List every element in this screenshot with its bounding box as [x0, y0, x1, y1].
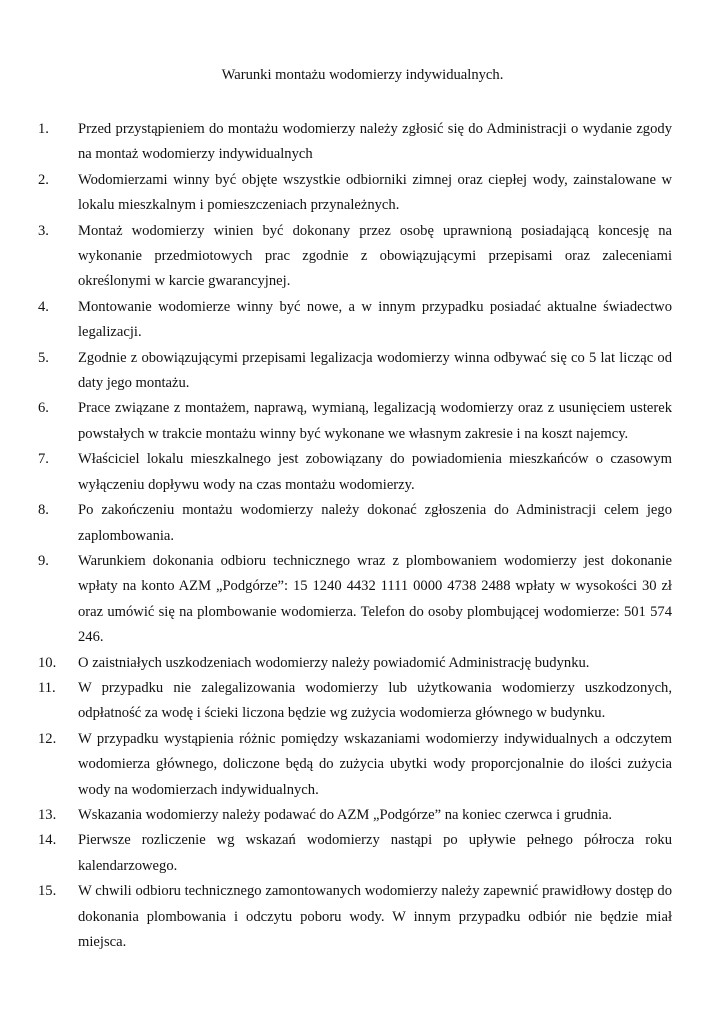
list-item	[0, 498, 725, 549]
item-text: Montowanie wodomierze winny być nowe, a w innym przypadku posiadać aktualne świadectwo legalizacji.	[78, 298, 672, 341]
item-number: 3.	[38, 222, 49, 239]
item-text: Montaż wodomierzy winien być dokonany przez osobę uprawnioną posiadającą koncesję na wykonanie przedmiotowych prac zgodnie z obowiązującymi przepisami oraz zaleceniami określonymi w karcie gwarancyjnej.	[78, 222, 672, 290]
item-text: Wskazania wodomierzy należy podawać do AZM „Podgórze” na koniec czerwca i grudnia.	[78, 806, 613, 823]
item-number: 14.	[38, 832, 57, 849]
item-text: W przypadku nie zalegalizowania wodomierzy lub użytkowania wodomierzy uszkodzonych, odpłatność za wodę i ścieki liczona będzie wg zużycia wodomierza głównego w budynku.	[78, 679, 672, 722]
list-item	[0, 879, 725, 955]
item-number: 7.	[38, 451, 49, 468]
item-text: Warunkiem dokonania odbioru technicznego wraz z plombowaniem wodomierzy jest dokonanie wpłaty na konto AZM „Podgórze”: 15 1240 4432 1111 0000 4738 2488 wpłaty w wysokości 30 zł oraz umówić się na plombowanie wodomierza. Telefon do osoby plombującej wodomierze: 501 574 246.	[78, 552, 672, 646]
list-item	[0, 676, 725, 727]
item-text: Zgodnie z obowiązującymi przepisami legalizacja wodomierzy winna odbywać się co 5 lat licząc od daty jego montażu.	[78, 349, 672, 392]
item-number: 8.	[38, 502, 49, 519]
list-item	[0, 219, 725, 295]
document-title: Warunki montażu wodomierzy indywidualnych.	[221, 67, 504, 83]
item-text: Przed przystąpieniem do montażu wodomierzy należy zgłosić się do Administracji o wydanie zgody na montaż wodomierzy indywidualnych	[78, 121, 672, 163]
item-text: Prace związane z montażem, naprawą, wymianą, legalizacją wodomierzy oraz z usunięciem usterek powstałych w trakcie montażu winny być wykonane we własnym zakresie i na koszt najemcy.	[78, 400, 672, 442]
item-text: W chwili odbioru technicznego zamontowanych wodomierzy należy zapewnić prawidłowy dostęp do dokonania plombowania i odczytu poboru wody. W innym przypadku odbiór nie będzie miał miejsca.	[78, 883, 672, 950]
item-number: 15.	[38, 883, 57, 900]
list-item	[0, 346, 725, 397]
item-text: Pierwsze rozliczenie wg wskazań wodomierzy nastąpi po upływie pełnego półrocza roku kalendarzowego.	[78, 832, 672, 874]
item-number: 4.	[38, 298, 49, 315]
list-item	[0, 168, 725, 219]
item-text: Po zakończeniu montażu wodomierzy należy dokonać zgłoszenia do Administracji celem jego zaplombowania.	[78, 502, 672, 544]
item-number: 12.	[38, 730, 57, 747]
item-number: 9.	[38, 552, 49, 569]
list-item	[0, 828, 725, 879]
item-number: 1.	[38, 121, 49, 137]
item-number: 6.	[38, 400, 49, 417]
list-item	[0, 295, 725, 346]
list-item	[0, 549, 725, 651]
list-item	[0, 447, 725, 498]
list-item	[0, 396, 725, 447]
list-item	[0, 727, 725, 803]
list-item	[0, 651, 725, 676]
item-text: O zaistniałych uszkodzeniach wodomierzy należy powiadomić Administrację budynku.	[78, 654, 590, 671]
item-text: W przypadku wystąpienia różnic pomiędzy wskazaniami wodomierzy indywidualnych a odczytem wodomierza głównego, doliczone będą do zużycia ubytki wody proporcjonalnie do ilości zużycia wody na wodomierzach indywidualnych.	[78, 730, 672, 798]
item-text: Wodomierzami winny być objęte wszystkie odbiorniki zimnej oraz ciepłej wody, zainstalowane w lokalu mieszkalnym i pomieszczeniach przynależnych.	[78, 171, 672, 214]
item-number: 10.	[38, 654, 57, 671]
item-text: Właściciel lokalu mieszkalnego jest zobowiązany do powiadomienia mieszkańców o czasowym wyłączeniu dopływu wody na czas montażu wodomierzy.	[78, 451, 672, 493]
item-number: 11.	[38, 679, 56, 696]
item-number: 5.	[38, 349, 49, 366]
list-item	[0, 117, 725, 168]
item-number: 2.	[38, 171, 49, 188]
conditions-list	[0, 117, 725, 955]
list-item	[0, 803, 725, 828]
item-number: 13.	[38, 806, 57, 823]
